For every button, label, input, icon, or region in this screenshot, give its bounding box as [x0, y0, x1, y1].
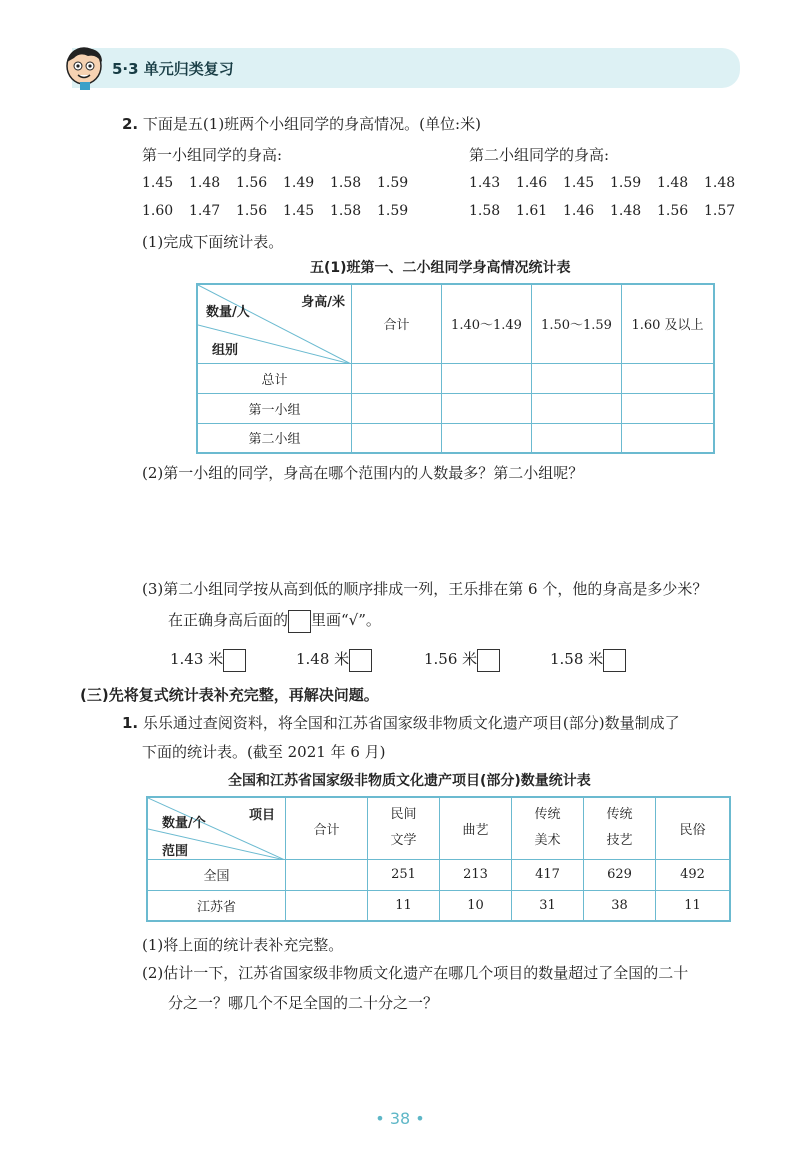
- group2-row2: [469, 200, 751, 219]
- group2-label: 第二小组同学的身高:: [469, 146, 610, 164]
- option-2: [296, 648, 372, 672]
- blank-cell[interactable]: [532, 363, 622, 393]
- blank-cell[interactable]: [352, 363, 442, 393]
- height-value: 1.48: [704, 175, 736, 191]
- header-text: 民俗: [679, 822, 706, 838]
- header-text: 传统: [606, 807, 633, 823]
- example-checkbox: [288, 610, 311, 633]
- table-row: [147, 859, 730, 890]
- blank-cell[interactable]: [442, 363, 532, 393]
- header-cell: [368, 797, 440, 859]
- row-label: 总计: [197, 363, 352, 393]
- height-value: 1.59: [377, 175, 409, 191]
- header-cell: [286, 797, 368, 859]
- answer-checkbox[interactable]: [223, 649, 246, 672]
- height-value: 1.43: [469, 175, 501, 191]
- height-value: 1.56: [236, 175, 268, 191]
- table-row: [197, 393, 714, 423]
- answer-checkbox[interactable]: [603, 649, 626, 672]
- answer-checkbox[interactable]: [477, 649, 500, 672]
- table-row: [197, 363, 714, 393]
- data-cell: 417: [512, 859, 584, 890]
- header-text: 民间: [390, 807, 417, 823]
- height-value: 1.45: [142, 175, 174, 191]
- height-value: 1.46: [516, 175, 548, 191]
- height-value: 1.48: [189, 175, 221, 191]
- data-cell: 11: [368, 890, 440, 921]
- data-cell: 31: [512, 890, 584, 921]
- blank-cell[interactable]: [622, 423, 715, 453]
- option-1: [170, 648, 246, 672]
- height-value: 1.58: [469, 203, 501, 219]
- height-value: 1.47: [189, 203, 221, 219]
- heritage-stat-table: [146, 796, 731, 922]
- section3-title: (三)先将复式统计表补充完整，再解决问题。: [80, 686, 379, 704]
- height-value: 1.45: [283, 203, 315, 219]
- data-cell: 213: [440, 859, 512, 890]
- blank-cell[interactable]: [622, 363, 715, 393]
- option-3: [424, 648, 500, 672]
- height-value: 1.56: [657, 203, 689, 219]
- blank-cell[interactable]: [442, 393, 532, 423]
- q2-sub2: (2)第一小组的同学，身高在哪个范围内的人数最多？第二小组呢？: [142, 464, 584, 482]
- option-label: 1.56 米: [424, 650, 478, 668]
- data-cell: 629: [584, 859, 656, 890]
- q2-prompt: [122, 113, 481, 134]
- s3-sub2-line2: 分之一？哪几个不足全国的二十分之一？: [168, 994, 439, 1012]
- header-text: 技艺: [606, 833, 633, 849]
- group2-row1: [469, 172, 751, 191]
- corner-top-label: 项目: [248, 808, 275, 823]
- height-value: 1.46: [563, 203, 595, 219]
- corner-mid-label: 数量/人: [206, 305, 250, 320]
- header-text: 传统: [534, 807, 561, 823]
- option-label: 1.43 米: [170, 650, 224, 668]
- s3-sub1: (1)将上面的统计表补充完整。: [142, 936, 344, 954]
- s3-q1-text: 乐乐通过查阅资料，将全国和江苏省国家级非物质文化遗产项目(部分)数量制成了: [142, 714, 680, 732]
- header-text: 美术: [534, 833, 561, 849]
- corner-bottom-label: 范围: [162, 844, 189, 859]
- q2-sub3-line1: (3)第二小组同学按从高到低的顺序排成一列，王乐排在第 6 个，他的身高是多少米？: [142, 580, 708, 598]
- header-cell: [656, 797, 731, 859]
- header-cell: 1.40～1.49: [442, 284, 532, 363]
- blank-cell[interactable]: [352, 393, 442, 423]
- corner-mid-label: 数量/个: [162, 816, 206, 831]
- height-value: 1.48: [657, 175, 689, 191]
- height-value: 1.58: [330, 175, 362, 191]
- table-row: [147, 890, 730, 921]
- header-text: 合计: [313, 822, 340, 838]
- height-value: 1.45: [563, 175, 595, 191]
- header-cell: 1.60 及以上: [622, 284, 715, 363]
- answer-checkbox[interactable]: [349, 649, 372, 672]
- header-cell: 合计: [352, 284, 442, 363]
- group1-row1: [142, 172, 424, 191]
- row-label: 全国: [147, 859, 286, 890]
- blank-cell[interactable]: [532, 393, 622, 423]
- cartoon-boy-icon: [62, 44, 108, 90]
- data-cell: 10: [440, 890, 512, 921]
- height-stat-table: [196, 283, 715, 454]
- s3-q1-line1: [122, 712, 680, 733]
- q2-table-title: 五(1)班第一、二小组同学身高情况统计表: [310, 260, 571, 276]
- s3-q1-line2: 下面的统计表。(截至 2021 年 6 月): [142, 743, 386, 761]
- row-label: 第一小组: [197, 393, 352, 423]
- s3-table-title: 全国和江苏省国家级非物质文化遗产项目(部分)数量统计表: [228, 773, 591, 789]
- header-cell: 1.50～1.59: [532, 284, 622, 363]
- header-title: 5·3 单元归类复习: [112, 60, 234, 78]
- height-value: 1.48: [610, 203, 642, 219]
- header-cell: [440, 797, 512, 859]
- height-value: 1.60: [142, 203, 174, 219]
- height-value: 1.59: [610, 175, 642, 191]
- data-cell: 38: [584, 890, 656, 921]
- s3-q1-number: 1.: [122, 714, 139, 732]
- s3-sub2-line1: (2)估计一下，江苏省国家级非物质文化遗产在哪几个项目的数量超过了全国的二十: [142, 964, 689, 982]
- data-cell: 492: [656, 859, 731, 890]
- height-value: 1.57: [704, 203, 736, 219]
- table-corner-cell: [197, 284, 352, 363]
- corner-top-label: 身高/米: [301, 295, 345, 310]
- option-label: 1.48 米: [296, 650, 350, 668]
- table-row: [197, 423, 714, 453]
- row-label: 江苏省: [147, 890, 286, 921]
- corner-bottom-label: 组别: [212, 343, 239, 358]
- option-4: [550, 648, 626, 672]
- height-value: 1.61: [516, 203, 548, 219]
- header-text: 曲艺: [462, 822, 489, 838]
- blank-cell[interactable]: [622, 393, 715, 423]
- page-number: • 38 •: [375, 1109, 425, 1128]
- height-value: 1.58: [330, 203, 362, 219]
- group1-label: 第一小组同学的身高:: [142, 146, 283, 164]
- height-value: 1.59: [377, 203, 409, 219]
- header-cell: [584, 797, 656, 859]
- height-value: 1.56: [236, 203, 268, 219]
- header-text: 文学: [390, 833, 417, 849]
- header-cell: [512, 797, 584, 859]
- sub3-text-a: 在正确身高后面的: [168, 611, 289, 629]
- group1-row2: [142, 200, 424, 219]
- sub3-text-b: 里画“√”。: [311, 611, 381, 629]
- height-value: 1.49: [283, 175, 315, 191]
- q2-sub1: (1)完成下面统计表。: [142, 233, 284, 251]
- data-cell: 11: [656, 890, 731, 921]
- data-cell: 251: [368, 859, 440, 890]
- row-label: 第二小组: [197, 423, 352, 453]
- blank-cell[interactable]: [286, 859, 368, 890]
- blank-cell[interactable]: [352, 423, 442, 453]
- blank-cell[interactable]: [442, 423, 532, 453]
- blank-cell[interactable]: [286, 890, 368, 921]
- q2-text: 下面是五(1)班两个小组同学的身高情况。(单位:米): [142, 115, 481, 133]
- blank-cell[interactable]: [532, 423, 622, 453]
- option-label: 1.58 米: [550, 650, 604, 668]
- q2-sub3-line2: [168, 609, 381, 633]
- q2-number: 2.: [122, 115, 139, 133]
- table-corner-cell: [147, 797, 286, 859]
